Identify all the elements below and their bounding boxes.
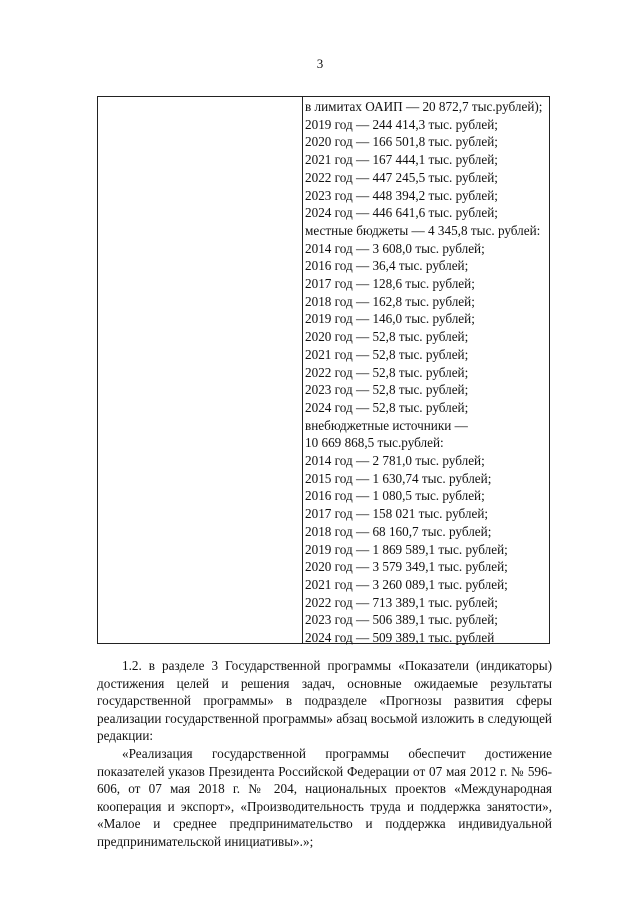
funding-line: 2020 год — 166 501,8 тыс. рублей; xyxy=(305,134,498,150)
funding-line: 2023 год — 52,8 тыс. рублей; xyxy=(305,382,469,398)
funding-lines-list xyxy=(305,98,542,647)
funding-line: 2015 год — 1 630,74 тыс. рублей; xyxy=(305,470,492,486)
column-divider xyxy=(302,97,303,643)
funding-line: 2024 год — 52,8 тыс. рублей; xyxy=(305,399,469,415)
funding-line: 2022 год — 713 389,1 тыс. рублей; xyxy=(305,594,498,610)
funding-line: местные бюджеты — 4 345,8 тыс. рублей: xyxy=(305,222,541,238)
funding-line: 2019 год — 244 414,3 тыс. рублей; xyxy=(305,116,498,132)
funding-table xyxy=(97,96,550,644)
funding-line: 2021 год — 3 260 089,1 тыс. рублей; xyxy=(305,576,508,592)
funding-line: в лимитах ОАИП — 20 872,7 тыс.рублей); xyxy=(305,99,543,114)
paragraph-amendment-quote: «Реализация государственной программы обеспечит достижение показателей указов Президента Российской Федерации от 07 мая 2012 г. № 596-606, от 07 мая 2018 г. № 204, национальных проектов «Международная кооперация и экспорт», «Производительность труда и поддержка занятости», «Малое и среднее предпринимательство и поддержка индивидуальной предпринимательской инициативы».»; xyxy=(97,745,552,849)
funding-line: внебюджетные источники — xyxy=(305,417,468,433)
funding-line: 2016 год — 36,4 тыс. рублей; xyxy=(305,258,469,274)
funding-line: 2014 год — 3 608,0 тыс. рублей; xyxy=(305,240,485,256)
paragraph-amendment-1-2: 1.2. в разделе 3 Государственной программы «Показатели (индикаторы) достижения целей и решения задач, основные ожидаемые результаты государственной программы» в подразделе «Прогнозы развития сферы реализации государственной программы» абзац восьмой изложить в следующей редакции: xyxy=(97,658,552,744)
funding-line: 2018 год — 68 160,7 тыс. рублей; xyxy=(305,523,492,539)
funding-line: 2021 год — 52,8 тыс. рублей; xyxy=(305,346,469,362)
funding-line: 10 669 868,5 тыс.рублей: xyxy=(305,435,444,451)
funding-line: 2019 год — 1 869 589,1 тыс. рублей; xyxy=(305,541,508,557)
funding-line: 2022 год — 52,8 тыс. рублей; xyxy=(305,364,469,380)
funding-line: 2019 год — 146,0 тыс. рублей; xyxy=(305,311,475,327)
funding-line: 2023 год — 448 394,2 тыс. рублей; xyxy=(305,187,498,203)
funding-line: 2020 год — 52,8 тыс. рублей; xyxy=(305,329,469,345)
funding-line: 2018 год — 162,8 тыс. рублей; xyxy=(305,293,475,309)
funding-line: 2014 год — 2 781,0 тыс. рублей; xyxy=(305,453,485,469)
funding-line: 2021 год — 167 444,1 тыс. рублей; xyxy=(305,152,498,168)
funding-line: 2022 год — 447 245,5 тыс. рублей; xyxy=(305,169,498,185)
funding-line: 2016 год — 1 080,5 тыс. рублей; xyxy=(305,488,485,504)
funding-line: 2024 год — 446 641,6 тыс. рублей; xyxy=(305,205,498,221)
funding-line: 2024 год — 509 389,1 тыс. рублей xyxy=(305,630,495,646)
amendment-text xyxy=(97,657,552,851)
funding-line: 2017 год — 128,6 тыс. рублей; xyxy=(305,276,475,292)
funding-line: 2017 год — 158 021 тыс. рублей; xyxy=(305,506,489,522)
funding-line: 2023 год — 506 389,1 тыс. рублей; xyxy=(305,612,498,628)
page-number: 3 xyxy=(316,56,324,71)
funding-line: 2020 год — 3 579 349,1 тыс. рублей; xyxy=(305,559,508,575)
